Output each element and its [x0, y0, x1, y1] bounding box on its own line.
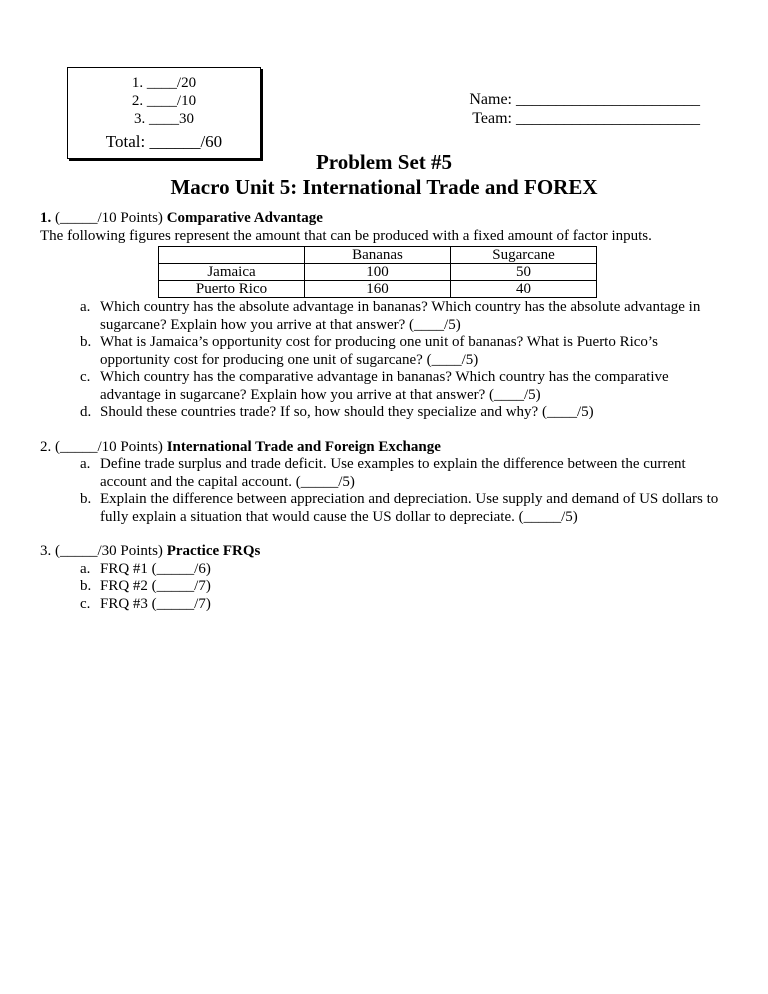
q3-heading: [40, 543, 728, 561]
page-title: [0, 150, 768, 200]
item-text: Which country has the comparative advantage in bananas? Which country has the comparative advantage in sugarcane? Explain how you arrive at that answer? (____/5): [100, 369, 669, 403]
team-field: Team: _______________________: [472, 110, 700, 127]
q1-number: 1.: [40, 210, 52, 226]
item-text: What is Jamaica’s opportunity cost for producing one unit of bananas? What is Puerto Rico’s opportunity cost for producing one unit of sugarcane? (____/5): [100, 334, 658, 368]
score-line-2: 2. ____/10: [131, 93, 197, 109]
table-row: [159, 281, 597, 298]
table-cell: 160: [305, 281, 451, 298]
table-cell: Jamaica: [159, 264, 305, 281]
list-item: [80, 334, 728, 369]
item-letter: c.: [80, 369, 91, 385]
q1-points: (_____/10 Points): [55, 210, 163, 226]
table-header-row: [159, 247, 597, 264]
score-box: [67, 67, 261, 159]
q2-number: 2.: [40, 438, 52, 455]
table-header-cell: Bananas: [305, 247, 451, 264]
item-letter: d.: [80, 404, 92, 420]
item-text: Define trade surplus and trade deficit. Use examples to explain the difference between the current account and the capital account. (_____/5): [100, 456, 686, 490]
title-line-1: Problem Set #5: [315, 150, 453, 174]
title-line-2: Macro Unit 5: International Trade and FOREX: [170, 175, 598, 199]
item-text: Should these countries trade? If so, how should they specialize and why? (____/5): [100, 404, 594, 420]
list-item: [80, 578, 728, 596]
name-team-block: [469, 90, 700, 128]
item-text: FRQ #1 (_____/6): [100, 560, 211, 577]
item-text: FRQ #2 (_____/7): [100, 578, 211, 594]
list-item: [80, 561, 728, 579]
score-lines: [68, 74, 260, 128]
score-line-3: 3. ____30: [134, 111, 194, 127]
name-field: Name: _______________________: [469, 91, 700, 108]
list-item: [80, 404, 728, 422]
score-line-1: 1. ____/20: [131, 75, 197, 91]
list-item: [80, 456, 728, 491]
table-cell: 100: [305, 264, 451, 281]
item-letter: a.: [80, 456, 91, 472]
item-text: FRQ #3 (_____/7): [100, 595, 211, 612]
advantage-table: [158, 246, 597, 298]
table-cell: 40: [451, 281, 597, 298]
item-letter: b.: [80, 334, 92, 350]
item-text: Explain the difference between appreciation and depreciation. Use supply and demand of US dollars to fully explain a situation that would cause the US dollar to depreciate. (_____/5): [100, 491, 719, 525]
q1-title: Comparative Advantage: [166, 210, 323, 226]
table-cell: Puerto Rico: [159, 281, 305, 298]
q2-heading: [40, 439, 728, 457]
list-item: [80, 596, 728, 614]
table-header-cell: [159, 247, 305, 264]
table-header-cell: Sugarcane: [451, 247, 597, 264]
item-letter: b.: [80, 491, 92, 507]
item-letter: a.: [80, 299, 91, 315]
item-text: Which country has the absolute advantage in bananas? Which country has the absolute advantage in sugarcane? Explain how you arrive at that answer? (____/5): [100, 299, 701, 333]
q2-items: [40, 456, 728, 526]
list-item: [80, 369, 728, 404]
q1-heading: [40, 210, 728, 228]
item-letter: b.: [80, 578, 92, 594]
item-letter: a.: [80, 560, 91, 577]
q2-title: International Trade and Foreign Exchange: [166, 438, 441, 455]
q3-points: (_____/30 Points): [55, 543, 163, 559]
q2-points: (_____/10 Points): [55, 438, 163, 455]
table-cell: 50: [451, 264, 597, 281]
q1-items: [40, 299, 728, 422]
score-total: Total: ______/60: [105, 132, 223, 151]
list-item: [80, 491, 728, 526]
q3-items: [40, 561, 728, 614]
q3-title: Practice FRQs: [166, 543, 261, 559]
list-item: [80, 299, 728, 334]
table-row: [159, 264, 597, 281]
q1-intro: The following figures represent the amount that can be produced with a fixed amount of factor inputs.: [40, 227, 652, 244]
content: [40, 210, 728, 613]
q3-number: 3.: [40, 543, 52, 559]
item-letter: c.: [80, 595, 91, 612]
